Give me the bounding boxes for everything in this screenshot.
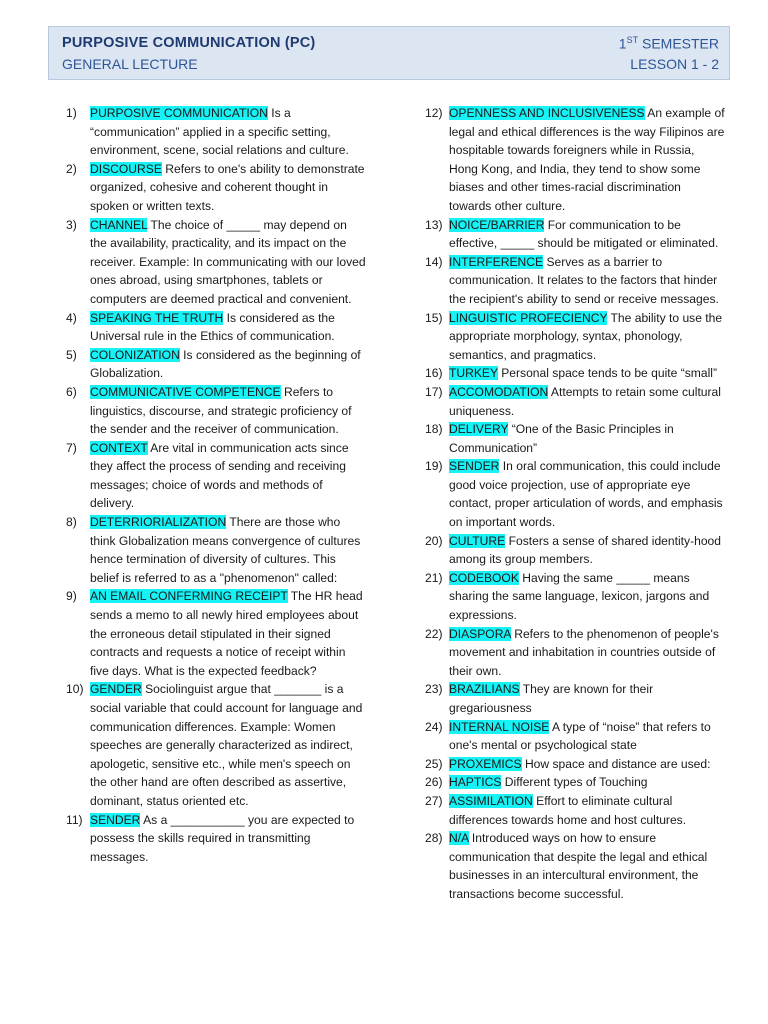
- list-item: [425, 680, 725, 717]
- list-item: [425, 532, 725, 569]
- list-item: [66, 216, 366, 309]
- item-body: [449, 680, 725, 717]
- list-item: [66, 383, 366, 439]
- highlighted-term: ACCOMODATION: [449, 384, 549, 399]
- highlighted-term: NOICE/BARRIER: [449, 217, 545, 232]
- item-text: Refers to one's ability to demonstrate organized, cohesive and coherent thought in spoken or written texts.: [90, 161, 365, 213]
- highlighted-term: TURKEY: [449, 366, 498, 381]
- item-text: “One of the Basic Principles in Communication”: [449, 422, 674, 455]
- item-body: [449, 569, 725, 625]
- item-number: 6): [66, 384, 77, 399]
- item-text: Having the same _____ means sharing the same language, lexicon, jargons and expressions.: [449, 570, 710, 623]
- highlighted-term: OPENNESS AND INCLUSIVENESS: [449, 106, 645, 120]
- highlighted-term: CULTURE: [449, 533, 506, 548]
- item-number: 26): [425, 775, 443, 790]
- item-number: 19): [425, 459, 443, 474]
- item-number: 18): [425, 422, 443, 437]
- item-text: Personal space tends to be quite “small”: [497, 366, 717, 381]
- item-text: The HR head sends a memo to all newly hired employees about the erroneous detail stipulated in their signed contracts and requests a notice of receipt within five days. What is the expected feedback?: [90, 589, 363, 678]
- item-text: Is a “communication” applied in a specific setting, environment, scene, social relations and culture.: [90, 106, 349, 158]
- item-text: Is considered as the Universal rule in the Ethics of communication.: [90, 310, 335, 344]
- item-body: [90, 216, 366, 309]
- item-body: [449, 420, 725, 457]
- item-body: [449, 216, 725, 253]
- list-item: [425, 829, 725, 903]
- highlighted-term: HAPTICS: [449, 775, 502, 790]
- item-text: The ability to use the appropriate morphology, syntax, phonology, semantics, and pragmatics.: [449, 310, 723, 362]
- highlighted-term: CHANNEL: [90, 217, 148, 232]
- list-item: [425, 420, 725, 457]
- item-number: 5): [66, 347, 77, 362]
- right-column: [425, 104, 725, 904]
- item-body: [449, 792, 725, 829]
- item-number: 23): [425, 682, 443, 697]
- highlighted-term: DIASPORA: [449, 626, 511, 641]
- item-body: [449, 104, 725, 216]
- highlighted-term: INTERNAL NOISE: [449, 719, 550, 734]
- item-text: Attempts to retain some cultural uniqueness.: [449, 384, 721, 418]
- highlighted-term: INTERFERENCE: [449, 254, 544, 269]
- list-item: [425, 383, 725, 420]
- item-number: 22): [425, 626, 443, 641]
- highlighted-term: PROXEMICS: [449, 756, 522, 771]
- list-item: [425, 718, 725, 755]
- item-number: 7): [66, 440, 77, 455]
- course-title: PURPOSIVE COMMUNICATION (PC): [62, 35, 316, 51]
- list-item: [66, 309, 366, 346]
- list-item: [66, 513, 366, 587]
- item-number: 14): [425, 254, 443, 269]
- highlighted-term: CODEBOOK: [449, 570, 519, 585]
- list-item: [425, 253, 725, 309]
- highlighted-term: DELIVERY: [449, 422, 509, 437]
- list-item: [425, 309, 725, 365]
- item-body: [449, 625, 725, 681]
- item-body: [90, 104, 366, 160]
- item-text: Effort to eliminate cultural differences towards home and host cultures.: [449, 793, 687, 827]
- item-body: [90, 160, 366, 216]
- item-body: [90, 383, 366, 439]
- item-number: 3): [66, 217, 77, 232]
- item-number: 28): [425, 831, 443, 846]
- item-text: Sociolinguist argue that _______ is a social variable that could account for language and communication differences. Example: Women speeches are generally characterized as indirect, apologetic, sensitive etc., while men's speech on the other hand are often described as assertive, dominant, status oriented etc.: [90, 682, 363, 808]
- item-text: They are known for their gregariousness: [449, 682, 654, 715]
- item-body: [449, 383, 725, 420]
- highlighted-term: CONTEXT: [90, 440, 148, 455]
- item-text: The choice of _____ may depend on the availability, practicality, and its impact on the receiver. Example: In communicating with our loved ones abroad, using smartphones, tablets or computers are deemed practical and convenient.: [90, 217, 366, 306]
- list-item: [66, 439, 366, 513]
- semester-label: [619, 35, 719, 52]
- item-text: For communication to be effective, _____ should be mitigated or eliminated.: [449, 217, 719, 251]
- item-text: A type of “noise” that refers to one's mental or psychological state: [449, 719, 711, 753]
- highlighted-term: ASSIMILATION: [449, 793, 533, 808]
- item-number: 25): [425, 756, 443, 771]
- highlighted-term: SENDER: [449, 459, 500, 474]
- item-body: [90, 513, 366, 587]
- item-body: [449, 253, 725, 309]
- item-number: 8): [66, 515, 77, 530]
- item-body: [449, 364, 725, 383]
- highlighted-term: BRAZILIANS: [449, 682, 520, 697]
- item-number: 16): [425, 366, 443, 381]
- item-text: Refers to the phenomenon of people's movement and inhabitation in countries outside of their own.: [449, 626, 719, 678]
- item-number: 2): [66, 161, 77, 176]
- lecture-subtitle: GENERAL LECTURE: [62, 56, 198, 72]
- item-number: 24): [425, 719, 443, 734]
- highlighted-term: DETERRIORIALIZATION: [90, 515, 227, 530]
- list-item: [425, 364, 725, 383]
- highlighted-term: SENDER: [90, 812, 141, 827]
- list-item: [66, 680, 366, 810]
- list-item: [66, 346, 366, 383]
- list-item: [425, 773, 725, 792]
- highlighted-term: LINGUISTIC PROFECIENCY: [449, 310, 608, 325]
- item-number: 20): [425, 533, 443, 548]
- document-header: [48, 26, 730, 80]
- item-body: [449, 755, 725, 774]
- item-text: Are vital in communication acts since they affect the process of sending and receiving messages; choice of words and methods of delivery.: [90, 440, 349, 511]
- item-text: An example of legal and ethical differences is the way Filipinos are hospitable towards foreigners while in Russia, Hong Kong, and India, they tend to show some biases and other times-racial discrimination towards other culture.: [449, 106, 725, 213]
- item-number: 4): [66, 310, 77, 325]
- item-body: [449, 309, 725, 365]
- list-item: [425, 569, 725, 625]
- item-number: 17): [425, 384, 443, 399]
- item-number: 10): [66, 682, 84, 697]
- list-item: [425, 216, 725, 253]
- item-text: Refers to linguistics, discourse, and strategic proficiency of the sender and the receiver of communication.: [90, 384, 352, 437]
- item-number: 12): [425, 106, 443, 120]
- semester-ordinal-suffix: ST: [626, 35, 639, 45]
- left-column: [66, 104, 366, 866]
- list-item: [66, 104, 366, 160]
- item-text: There are those who think Globalization means convergence of cultures hence termination of diversity of cultures. This belief is referred to as a "phenomenon" called:: [90, 515, 361, 585]
- semester-ordinal: 1: [618, 35, 627, 52]
- item-body: [90, 587, 366, 680]
- item-text: Fosters a sense of shared identity-hood among its group members.: [449, 533, 722, 567]
- item-body: [449, 829, 725, 903]
- highlighted-term: COLONIZATION: [90, 347, 180, 362]
- item-number: 1): [66, 106, 77, 120]
- semester-word: SEMESTER: [638, 35, 719, 52]
- item-body: [449, 532, 725, 569]
- item-number: 27): [425, 793, 443, 808]
- lesson-label: LESSON 1 - 2: [630, 56, 719, 72]
- list-item: [66, 587, 366, 680]
- item-body: [449, 773, 725, 792]
- list-item: [425, 792, 725, 829]
- item-number: 21): [425, 570, 443, 585]
- item-body: [90, 309, 366, 346]
- highlighted-term: N/A: [449, 831, 469, 846]
- item-text: In oral communication, this could include good voice projection, use of appropriate eye contact, proper articulation of words, and emphasis on important words.: [449, 459, 723, 530]
- item-text: Different types of Touching: [501, 775, 648, 790]
- item-number: 13): [425, 217, 443, 232]
- highlighted-term: GENDER: [90, 682, 142, 697]
- highlighted-term: COMMUNICATIVE COMPETENCE: [90, 384, 281, 399]
- item-text: How space and distance are used:: [521, 756, 711, 771]
- highlighted-term: DISCOURSE: [90, 161, 162, 176]
- item-text: Is considered as the beginning of Globalization.: [90, 347, 361, 381]
- item-body: [449, 718, 725, 755]
- item-body: [90, 811, 366, 867]
- item-body: [90, 346, 366, 383]
- item-number: 15): [425, 310, 443, 325]
- list-item: [66, 811, 366, 867]
- item-text: Introduced ways on how to ensure communication that despite the legal and ethical businesses in an intercultural environment, the transactions become successful.: [449, 831, 708, 901]
- item-text: As a ___________ you are expected to possess the skills required in transmitting messages.: [90, 812, 355, 864]
- item-body: [449, 457, 725, 531]
- item-number: 11): [66, 812, 83, 827]
- item-body: [90, 680, 366, 810]
- list-item: [425, 625, 725, 681]
- list-item: [425, 457, 725, 531]
- highlighted-term: AN EMAIL CONFERMING RECEIPT: [90, 589, 288, 604]
- item-number: 9): [66, 589, 77, 604]
- highlighted-term: PURPOSIVE COMMUNICATION: [90, 106, 268, 120]
- item-body: [90, 439, 366, 513]
- highlighted-term: SPEAKING THE TRUTH: [90, 310, 224, 325]
- item-text: Serves as a barrier to communication. It relates to the factors that hinder the recipient's ability to send or receive messages.: [449, 254, 719, 306]
- list-item: [425, 755, 725, 774]
- list-item: [425, 104, 725, 216]
- list-item: [66, 160, 366, 216]
